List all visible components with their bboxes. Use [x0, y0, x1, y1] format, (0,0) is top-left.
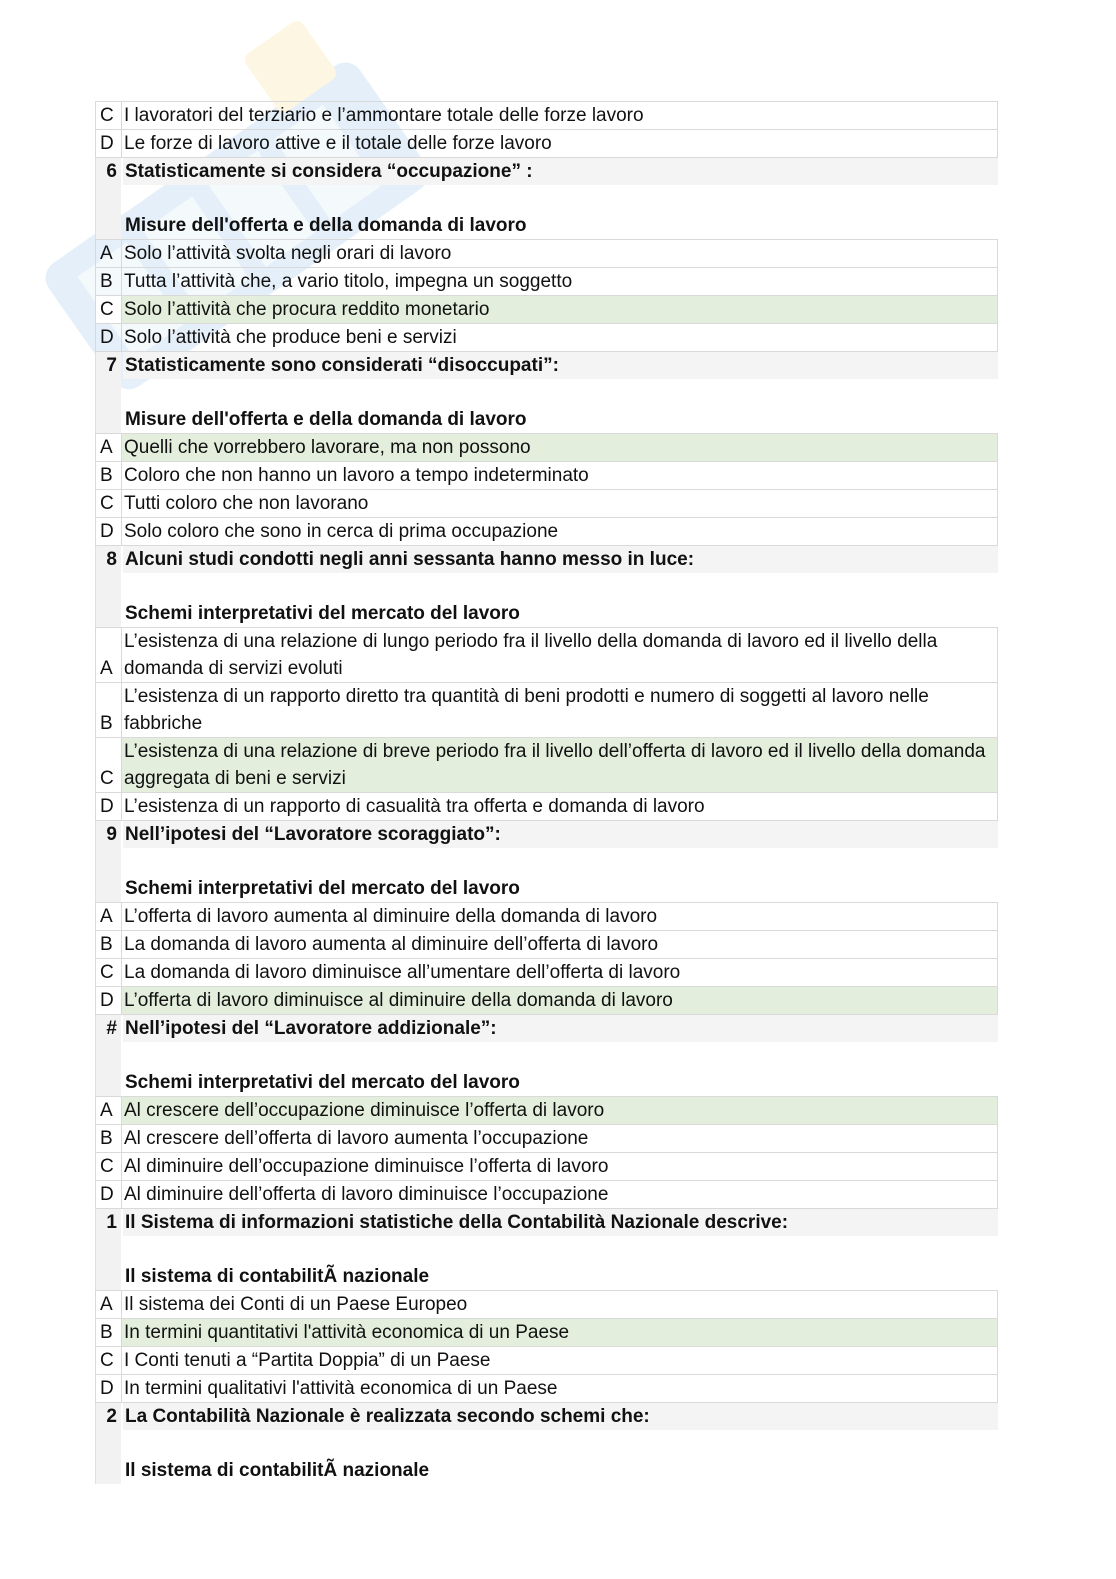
- question-number: 7: [95, 352, 121, 433]
- option-text: Tutti coloro che non lavorano: [124, 493, 369, 514]
- question-text: Nell’ipotesi del “Lavoratore scoraggiato”:: [123, 821, 998, 848]
- option-letter: B: [96, 1319, 122, 1346]
- question-block: [95, 821, 998, 902]
- question-text: Alcuni studi condotti negli anni sessanta hanno messo in luce:: [123, 546, 998, 573]
- question-text: La Contabilità Nazionale è realizzata secondo schemi che:: [123, 1403, 998, 1430]
- question-topic: Schemi interpretativi del mercato del lavoro: [125, 878, 520, 899]
- option-letter: D: [96, 518, 122, 545]
- option-text: I Conti tenuti a “Partita Doppia” di un Paese: [124, 1350, 491, 1371]
- option-letter: A: [96, 1097, 122, 1124]
- option-letter: C: [96, 490, 122, 517]
- answer-option: [95, 959, 998, 987]
- option-letter: C: [96, 738, 122, 792]
- question-block: [95, 158, 998, 239]
- answer-option: [95, 793, 998, 821]
- answer-option: [95, 1181, 998, 1209]
- option-letter: D: [96, 324, 122, 351]
- option-text: I lavoratori del terziario e l’ammontare totale delle forze lavoro: [124, 105, 644, 126]
- option-text: Quelli che vorrebbero lavorare, ma non possono: [122, 434, 997, 461]
- option-letter: C: [96, 1347, 122, 1374]
- answer-option: [95, 1153, 998, 1181]
- answer-option: [95, 987, 998, 1015]
- option-letter: D: [96, 987, 122, 1014]
- question-number: 8: [95, 546, 121, 627]
- option-letter: C: [96, 1153, 122, 1180]
- question-block: [95, 352, 998, 433]
- question-topic: Schemi interpretativi del mercato del lavoro: [125, 603, 520, 624]
- question-topic: Schemi interpretativi del mercato del lavoro: [125, 1072, 520, 1093]
- question-block: [95, 1015, 998, 1096]
- answer-option: [95, 1375, 998, 1403]
- answer-option: [95, 268, 998, 296]
- option-letter: D: [96, 1181, 122, 1208]
- option-text: Solo l’attività che procura reddito monetario: [122, 296, 997, 323]
- answer-option: [95, 1319, 998, 1347]
- option-text: Tutta l’attività che, a vario titolo, impegna un soggetto: [124, 271, 573, 292]
- option-letter: A: [96, 434, 122, 461]
- question-text: Statisticamente sono considerati “disoccupati”:: [123, 352, 998, 379]
- question-topic: Il sistema di contabilitÃ nazionale: [125, 1266, 430, 1287]
- question-text: Nell’ipotesi del “Lavoratore addizionale”:: [123, 1015, 998, 1042]
- answer-option: [95, 101, 998, 130]
- question-number: #: [95, 1015, 121, 1096]
- option-text: Al diminuire dell’occupazione diminuisce l’offerta di lavoro: [124, 1156, 609, 1177]
- option-letter: B: [96, 268, 122, 295]
- answer-option: [95, 490, 998, 518]
- question-block: [95, 1403, 998, 1484]
- answer-option: [95, 433, 998, 462]
- answer-option: [95, 627, 998, 683]
- answer-option: [95, 1096, 998, 1125]
- option-letter: B: [96, 683, 122, 737]
- option-letter: C: [96, 296, 122, 323]
- option-letter: B: [96, 1125, 122, 1152]
- answer-option: [95, 130, 998, 158]
- answer-option: [95, 518, 998, 546]
- question-number: 9: [95, 821, 121, 902]
- answer-option: [95, 296, 998, 324]
- question-number: 6: [95, 158, 121, 239]
- option-text: Solo l’attività che produce beni e servizi: [124, 327, 457, 348]
- question-topic: Misure dell'offerta e della domanda di lavoro: [125, 409, 527, 430]
- answer-option: [95, 1125, 998, 1153]
- option-text: La domanda di lavoro diminuisce all’umentare dell’offerta di lavoro: [124, 962, 681, 983]
- option-text: Al crescere dell’occupazione diminuisce l’offerta di lavoro: [122, 1097, 997, 1124]
- option-letter: B: [96, 931, 122, 958]
- option-letter: C: [96, 102, 122, 129]
- question-topic: Misure dell'offerta e della domanda di lavoro: [125, 215, 527, 236]
- option-letter: D: [96, 130, 122, 157]
- option-text: L’esistenza di una relazione di breve periodo fra il livello dell’offerta di lavoro ed il livello della domanda aggregata di beni e servizi: [122, 738, 997, 792]
- option-text: La domanda di lavoro aumenta al diminuire dell’offerta di lavoro: [124, 934, 659, 955]
- answer-option: [95, 1347, 998, 1375]
- quiz-sheet: [95, 101, 998, 1484]
- option-text: L’esistenza di un rapporto di casualità tra offerta e domanda di lavoro: [124, 796, 705, 817]
- option-letter: B: [96, 462, 122, 489]
- answer-option: [95, 239, 998, 268]
- option-letter: D: [96, 1375, 122, 1402]
- option-letter: A: [96, 903, 122, 930]
- option-text: Le forze di lavoro attive e il totale delle forze lavoro: [124, 133, 552, 154]
- option-letter: A: [96, 240, 122, 267]
- option-text: Solo l’attività svolta negli orari di lavoro: [124, 243, 452, 264]
- answer-option: [95, 324, 998, 352]
- option-letter: A: [96, 1291, 122, 1318]
- option-text: In termini qualitativi l'attività economica di un Paese: [124, 1378, 558, 1399]
- question-text: Statisticamente si considera “occupazione” :: [123, 158, 998, 185]
- question-block: [95, 546, 998, 627]
- option-text: Al diminuire dell’offerta di lavoro diminuisce l’occupazione: [124, 1184, 609, 1205]
- option-text: Al crescere dell’offerta di lavoro aumenta l’occupazione: [124, 1128, 589, 1149]
- option-text: L’offerta di lavoro aumenta al diminuire della domanda di lavoro: [124, 906, 658, 927]
- option-letter: C: [96, 959, 122, 986]
- answer-option: [95, 462, 998, 490]
- answer-option: [95, 902, 998, 931]
- option-text: L’esistenza di una relazione di lungo periodo fra il livello della domanda di lavoro ed il livello della domanda di servizi evoluti: [124, 631, 938, 679]
- question-text: Il Sistema di informazioni statistiche della Contabilità Nazionale descrive:: [123, 1209, 998, 1236]
- option-text: L’esistenza di un rapporto diretto tra quantità di beni prodotti e numero di soggetti al lavoro nelle fabbriche: [124, 686, 929, 734]
- option-text: In termini quantitativi l'attività economica di un Paese: [122, 1319, 997, 1346]
- answer-option: [95, 738, 998, 793]
- option-text: L’offerta di lavoro diminuisce al diminuire della domanda di lavoro: [122, 987, 997, 1014]
- question-topic: Il sistema di contabilitÃ nazionale: [125, 1460, 430, 1481]
- option-letter: A: [96, 628, 122, 682]
- option-text: Il sistema dei Conti di un Paese Europeo: [124, 1294, 468, 1315]
- answer-option: [95, 931, 998, 959]
- question-block: [95, 1209, 998, 1290]
- option-text: Solo coloro che sono in cerca di prima occupazione: [124, 521, 559, 542]
- answer-option: [95, 683, 998, 738]
- question-number: 2: [95, 1403, 121, 1484]
- option-letter: D: [96, 793, 122, 820]
- answer-option: [95, 1290, 998, 1319]
- question-number: 1: [95, 1209, 121, 1290]
- option-text: Coloro che non hanno un lavoro a tempo indeterminato: [124, 465, 589, 486]
